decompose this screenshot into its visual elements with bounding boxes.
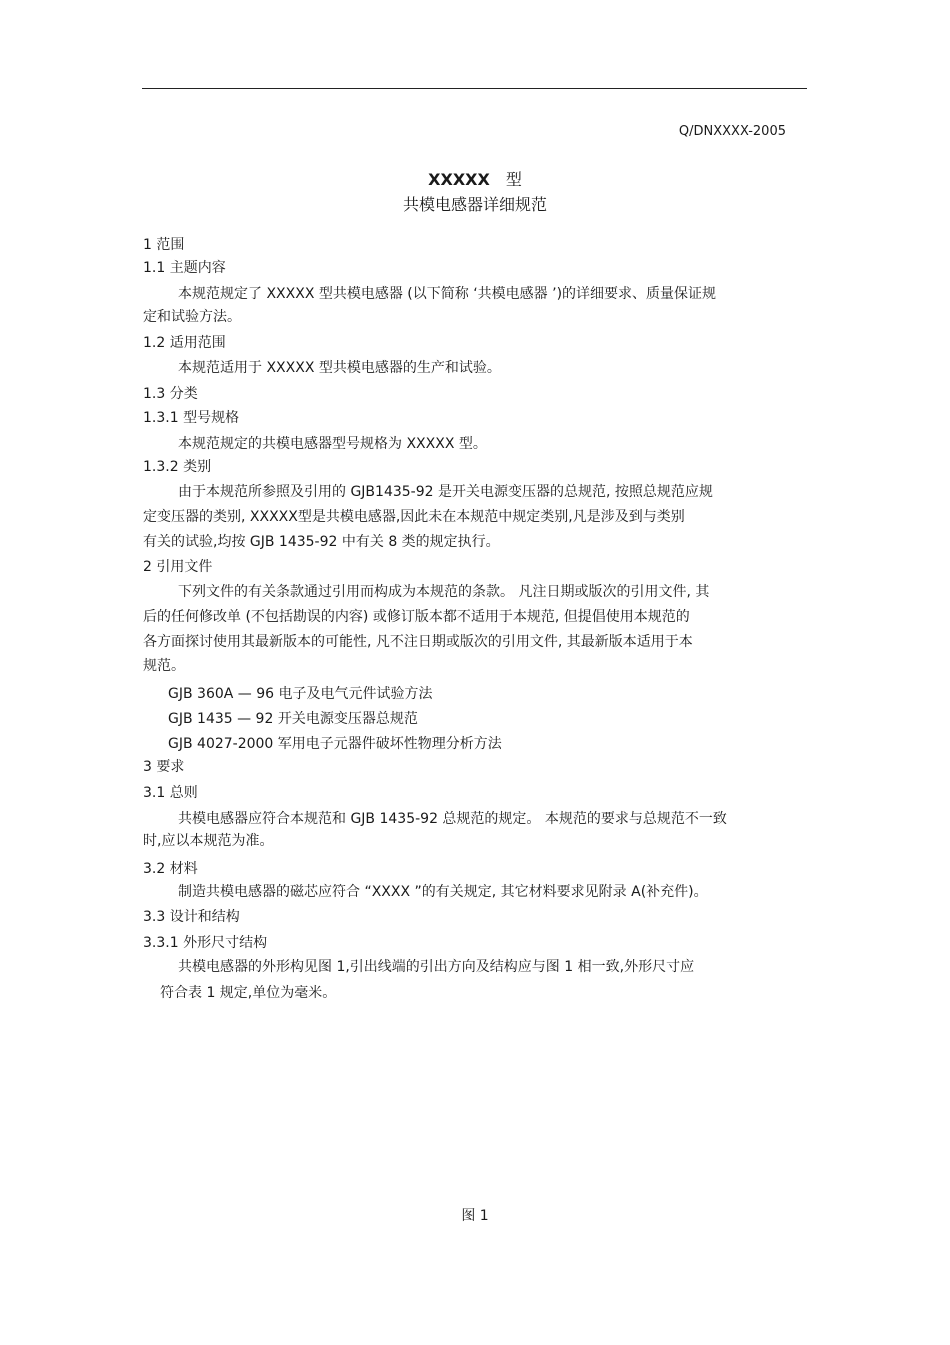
- paragraph-line: 定和试验方法。: [143, 309, 241, 325]
- section-heading: 3 要求: [143, 759, 185, 775]
- model-suffix: 型: [505, 170, 522, 189]
- section-heading: 3.3.1 外形尺寸结构: [143, 935, 268, 951]
- paragraph-line: 后的任何修改单 (不包括勘误的内容) 或修订版本都不适用于本规范, 但提倡使用本规范的: [143, 609, 690, 625]
- paragraph-line: 符合表 1 规定,单位为毫米。: [160, 985, 337, 1001]
- section-heading: 1.3.2 类别: [143, 459, 212, 475]
- section-heading: 1 范围: [143, 237, 185, 253]
- section-heading: 1.3.1 型号规格: [143, 410, 240, 426]
- paragraph-line: 制造共模电感器的磁芯应符合 “XXXX ”的有关规定, 其它材料要求见附录 A(补充件)。: [178, 884, 708, 900]
- reference-item: GJB 4027-2000 军用电子元器件破坏性物理分析方法: [168, 736, 502, 752]
- paragraph-line: 下列文件的有关条款通过引用而构成为本规范的条款。 凡注日期或版次的引用文件, 其: [178, 584, 710, 600]
- header-rule: [142, 88, 807, 89]
- figure-caption: 图 1: [461, 1208, 489, 1224]
- section-heading: 3.3 设计和结构: [143, 909, 240, 925]
- reference-item: GJB 1435 — 92 开关电源变压器总规范: [168, 711, 418, 727]
- paragraph-line: 各方面探讨使用其最新版本的可能性, 凡不注日期或版次的引用文件, 其最新版本适用于本: [143, 634, 693, 650]
- document-title: 共模电感器详细规范: [402, 195, 547, 214]
- paragraph-line: 共模电感器的外形构见图 1,引出线端的引出方向及结构应与图 1 相一致,外形尺寸应: [178, 959, 695, 975]
- section-heading: 1.2 适用范围: [143, 335, 226, 351]
- paragraph-line: 规范。: [143, 658, 185, 674]
- paragraph-line: 本规范规定了 XXXXX 型共模电感器 (以下简称 ‘共模电感器 ’)的详细要求、质量保证规: [178, 286, 717, 302]
- section-heading: 3.1 总则: [143, 785, 198, 801]
- paragraph-line: 定变压器的类别, XXXXX型是共模电感器,因此未在本规范中规定类别,凡是涉及到与类别: [143, 509, 685, 525]
- document-number: Q/DNXXXX-2005: [678, 124, 786, 139]
- paragraph-line: 时,应以本规范为准。: [143, 833, 274, 849]
- section-heading: 1.1 主题内容: [143, 260, 226, 276]
- paragraph-line: 本规范规定的共模电感器型号规格为 XXXXX 型。: [178, 436, 487, 452]
- paragraph-line: 共模电感器应符合本规范和 GJB 1435-92 总规范的规定。 本规范的要求与总规范不一致: [178, 811, 727, 827]
- section-heading: 2 引用文件: [143, 559, 213, 575]
- model-code: XXXXX: [428, 170, 490, 189]
- section-heading: 1.3 分类: [143, 386, 198, 402]
- reference-item: GJB 360A — 96 电子及电气元件试验方法: [168, 686, 433, 702]
- document-title-model: [0, 171, 950, 189]
- paragraph-line: 由于本规范所参照及引用的 GJB1435-92 是开关电源变压器的总规范, 按照总规范应规: [178, 484, 713, 500]
- paragraph-line: 本规范适用于 XXXXX 型共模电感器的生产和试验。: [178, 360, 501, 376]
- section-heading: 3.2 材料: [143, 861, 198, 877]
- paragraph-line: 有关的试验,均按 GJB 1435-92 中有关 8 类的规定执行。: [143, 534, 500, 550]
